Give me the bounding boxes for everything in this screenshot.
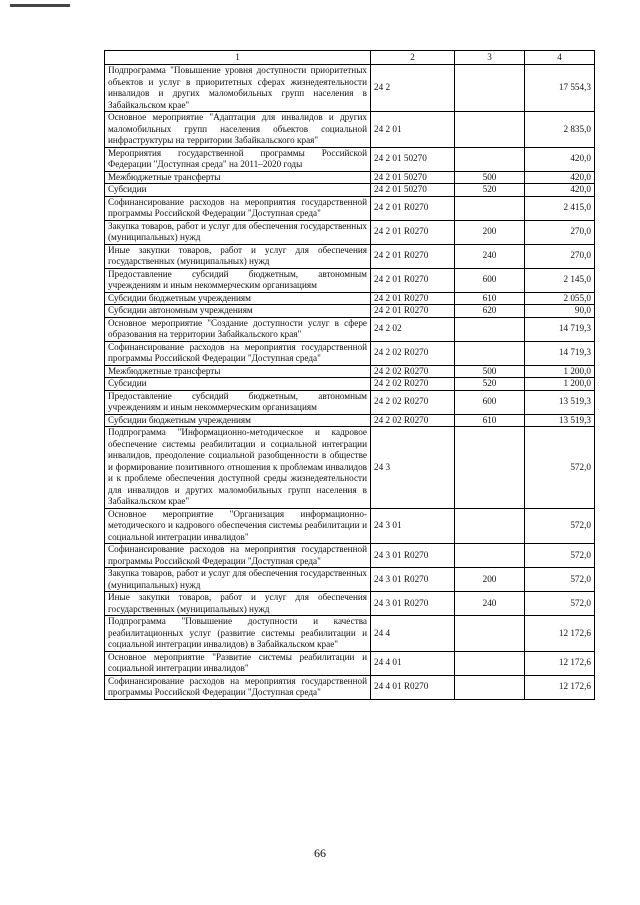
table-row <box>105 268 595 292</box>
table-row <box>105 244 595 268</box>
row-name: Закупка товаров, работ и услуг для обеспечения государственных (муниципальных) нужд <box>105 220 371 244</box>
row-expense-type: 200 <box>455 220 525 244</box>
row-amount: 17 554,3 <box>525 65 595 112</box>
table-row <box>105 147 595 171</box>
table-row <box>105 675 595 699</box>
row-name: Межбюджетные трансферты <box>105 171 371 184</box>
row-name: Субсидии бюджетным учреждениям <box>105 292 371 305</box>
row-code: 24 3 01 <box>371 508 455 544</box>
row-code: 24 2 01 R0270 <box>371 268 455 292</box>
row-code: 24 2 02 R0270 <box>371 378 455 391</box>
row-amount: 2 835,0 <box>525 112 595 148</box>
row-expense-type: 240 <box>455 592 525 616</box>
row-amount: 12 172,6 <box>525 651 595 675</box>
row-name: Софинансирование расходов на мероприятия государственной программы Российской Федерации "Доступная среда" <box>105 675 371 699</box>
row-amount: 2 415,0 <box>525 196 595 220</box>
row-amount: 572,0 <box>525 592 595 616</box>
row-code: 24 2 01 <box>371 112 455 148</box>
row-expense-type: 240 <box>455 244 525 268</box>
row-expense-type <box>455 427 525 509</box>
row-name: Субсидии бюджетным учреждениям <box>105 414 371 427</box>
row-expense-type: 500 <box>455 365 525 378</box>
row-code: 24 2 02 R0270 <box>371 341 455 365</box>
row-expense-type: 520 <box>455 378 525 391</box>
header-col-2: 2 <box>371 51 455 65</box>
table-row <box>105 292 595 305</box>
row-code: 24 2 01 50270 <box>371 184 455 197</box>
row-code: 24 2 02 R0270 <box>371 414 455 427</box>
table-row <box>105 220 595 244</box>
row-amount: 270,0 <box>525 244 595 268</box>
row-code: 24 2 01 R0270 <box>371 196 455 220</box>
row-amount: 2 145,0 <box>525 268 595 292</box>
table-row <box>105 616 595 652</box>
row-name: Основное мероприятие "Создание доступности услуг в сфере образования на территории Забайкальского края" <box>105 317 371 341</box>
row-name: Субсидии автономным учреждениям <box>105 305 371 318</box>
row-amount: 420,0 <box>525 147 595 171</box>
table-row <box>105 112 595 148</box>
row-code: 24 2 02 R0270 <box>371 390 455 414</box>
row-expense-type: 600 <box>455 390 525 414</box>
table-row <box>105 341 595 365</box>
row-expense-type <box>455 544 525 568</box>
row-code: 24 3 01 R0270 <box>371 544 455 568</box>
table-row <box>105 651 595 675</box>
row-code: 24 3 01 R0270 <box>371 592 455 616</box>
row-name: Софинансирование расходов на мероприятия государственной программы Российской Федерации "Доступная среда" <box>105 196 371 220</box>
row-expense-type <box>455 112 525 148</box>
row-expense-type <box>455 196 525 220</box>
row-code: 24 2 02 R0270 <box>371 365 455 378</box>
row-expense-type <box>455 651 525 675</box>
row-amount: 1 200,0 <box>525 365 595 378</box>
table-row <box>105 365 595 378</box>
row-code: 24 4 01 <box>371 651 455 675</box>
table-row <box>105 305 595 318</box>
row-code: 24 4 <box>371 616 455 652</box>
row-name: Подпрограмма "Повышение доступности и качества реабилитационных услуг (развитие системы реабилитации и социальной интеграции инвалидов) в Забайкальском крае" <box>105 616 371 652</box>
row-amount: 2 055,0 <box>525 292 595 305</box>
row-expense-type <box>455 317 525 341</box>
table-row <box>105 508 595 544</box>
row-expense-type <box>455 65 525 112</box>
row-code: 24 2 01 R0270 <box>371 292 455 305</box>
row-amount: 90,0 <box>525 305 595 318</box>
row-name: Основное мероприятие "Адаптация для инвалидов и других маломобильных групп населения объектов социальной инфраструктуры на территории Забайкальского края" <box>105 112 371 148</box>
table-header-row <box>105 51 595 65</box>
row-expense-type: 500 <box>455 171 525 184</box>
row-code: 24 2 01 R0270 <box>371 305 455 318</box>
row-expense-type <box>455 341 525 365</box>
row-code: 24 3 <box>371 427 455 509</box>
table-row <box>105 427 595 509</box>
page-number: 66 <box>314 846 326 860</box>
row-code: 24 2 01 50270 <box>371 147 455 171</box>
row-amount: 572,0 <box>525 508 595 544</box>
table-row <box>105 390 595 414</box>
row-name: Субсидии <box>105 184 371 197</box>
row-name: Предоставление субсидий бюджетным, автономным учреждениям и иным некоммерческим организациям <box>105 390 371 414</box>
table-row <box>105 317 595 341</box>
row-amount: 13 519,3 <box>525 390 595 414</box>
row-name: Субсидии <box>105 378 371 391</box>
row-code: 24 3 01 R0270 <box>371 568 455 592</box>
row-amount: 12 172,6 <box>525 675 595 699</box>
row-expense-type: 620 <box>455 305 525 318</box>
row-code: 24 2 01 R0270 <box>371 220 455 244</box>
row-name: Подпрограмма "Информационно-методическое и кадровое обеспечение системы реабилитации и социальной интеграции инвалидов, преодоление социальной разобщенности в обществе и формирование позитивного отношения к проблемам инвалидов и к проблеме обеспечения доступной среды жизнедеятельности для инвалидов и других маломобильных групп населения в Забайкальском крае" <box>105 427 371 509</box>
row-name: Подпрограмма "Повышение уровня доступности приоритетных объектов и услуг в приоритетных сферах жизнедеятельности инвалидов и других маломобильных групп населения в Забайкальском крае" <box>105 65 371 112</box>
row-expense-type <box>455 675 525 699</box>
row-expense-type: 600 <box>455 268 525 292</box>
row-code: 24 2 02 <box>371 317 455 341</box>
row-name: Предоставление субсидий бюджетным, автономным учреждениям и иным некоммерческим организациям <box>105 268 371 292</box>
row-name: Иные закупки товаров, работ и услуг для обеспечения государственных (муниципальных) нужд <box>105 592 371 616</box>
row-expense-type: 520 <box>455 184 525 197</box>
row-code: 24 4 01 R0270 <box>371 675 455 699</box>
table-row <box>105 414 595 427</box>
top-rule <box>10 4 70 7</box>
row-amount: 572,0 <box>525 568 595 592</box>
row-name: Софинансирование расходов на мероприятия государственной программы Российской Федерации "Доступная среда" <box>105 544 371 568</box>
table-row <box>105 378 595 391</box>
row-name: Закупка товаров, работ и услуг для обеспечения государственных (муниципальных) нужд <box>105 568 371 592</box>
table-row <box>105 184 595 197</box>
table-row <box>105 592 595 616</box>
row-expense-type <box>455 616 525 652</box>
row-expense-type <box>455 508 525 544</box>
row-name: Основное мероприятие "Развитие системы реабилитации и социальной интеграции инвалидов" <box>105 651 371 675</box>
budget-table <box>104 50 595 700</box>
row-amount: 12 172,6 <box>525 616 595 652</box>
row-amount: 1 200,0 <box>525 378 595 391</box>
row-expense-type: 610 <box>455 292 525 305</box>
row-code: 24 2 01 R0270 <box>371 244 455 268</box>
row-expense-type: 200 <box>455 568 525 592</box>
row-amount: 14 719,3 <box>525 317 595 341</box>
row-name: Основное мероприятие "Организация информационно-методического и кадрового обеспечения системы реабилитации и социальной интеграции инвалидов" <box>105 508 371 544</box>
row-expense-type <box>455 147 525 171</box>
row-name: Межбюджетные трансферты <box>105 365 371 378</box>
row-amount: 420,0 <box>525 171 595 184</box>
header-col-4: 4 <box>525 51 595 65</box>
header-col-1: 1 <box>105 51 371 65</box>
row-amount: 270,0 <box>525 220 595 244</box>
row-amount: 572,0 <box>525 544 595 568</box>
table-row <box>105 568 595 592</box>
row-amount: 14 719,3 <box>525 341 595 365</box>
header-col-3: 3 <box>455 51 525 65</box>
row-expense-type: 610 <box>455 414 525 427</box>
table-row <box>105 544 595 568</box>
table-row <box>105 196 595 220</box>
row-code: 24 2 <box>371 65 455 112</box>
row-name: Мероприятия государственной программы Российской Федерации "Доступная среда" на 2011–2020 годы <box>105 147 371 171</box>
row-amount: 572,0 <box>525 427 595 509</box>
document-page <box>104 50 594 700</box>
table-row <box>105 171 595 184</box>
row-amount: 420,0 <box>525 184 595 197</box>
row-name: Софинансирование расходов на мероприятия государственной программы Российской Федерации "Доступная среда" <box>105 341 371 365</box>
row-name: Иные закупки товаров, работ и услуг для обеспечения государственных (муниципальных) нужд <box>105 244 371 268</box>
table-row <box>105 65 595 112</box>
row-code: 24 2 01 50270 <box>371 171 455 184</box>
row-amount: 13 519,3 <box>525 414 595 427</box>
